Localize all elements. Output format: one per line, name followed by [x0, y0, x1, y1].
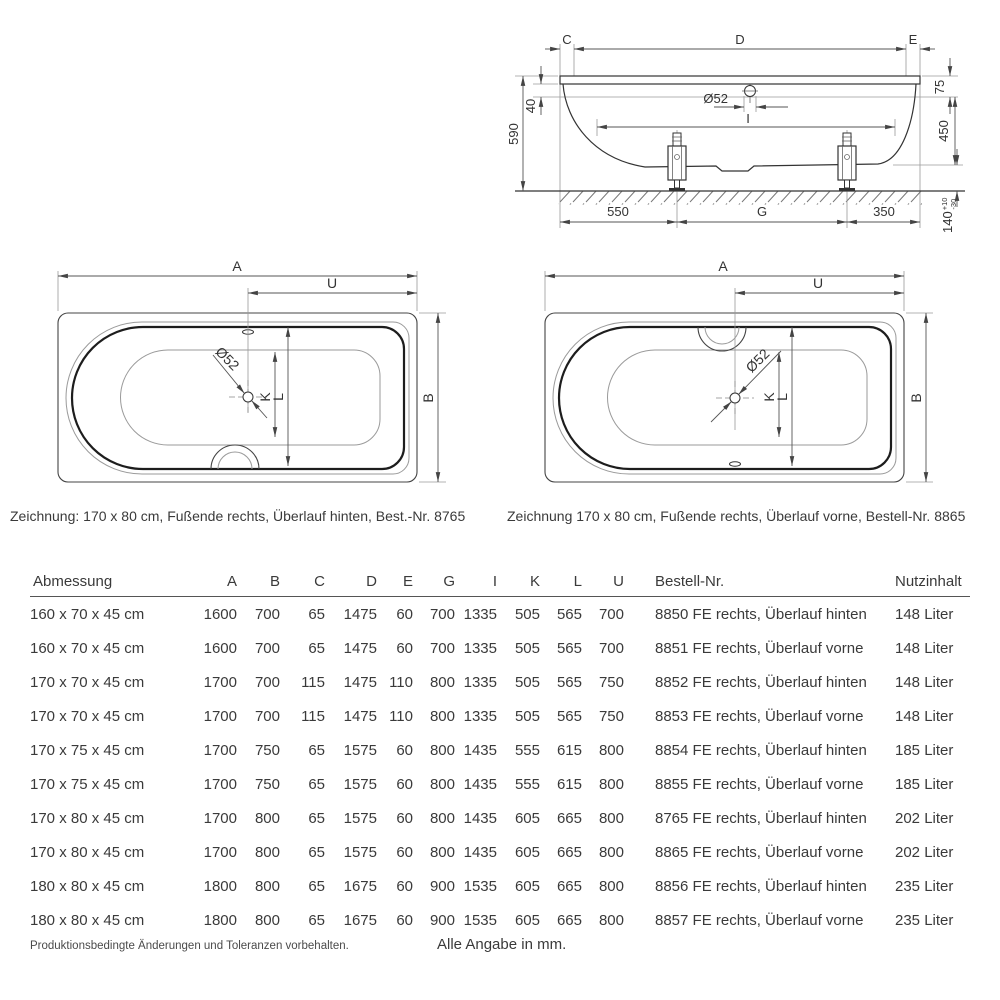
table-cell: 60 [396, 741, 413, 759]
table-cell: 65 [308, 775, 325, 793]
table-row [30, 767, 970, 801]
table-cell: 235 Liter [895, 911, 954, 929]
table-cell: 1575 [343, 775, 377, 793]
dim-label-b-left: B [420, 393, 436, 403]
table-cell: 115 [301, 707, 325, 725]
tub-rim-bar [560, 76, 920, 84]
dim-label-d: D [735, 32, 745, 47]
dim-label-overflow-dia-side: Ø52 [703, 91, 728, 106]
table-cell: 8850 FE rechts, Überlauf hinten [655, 605, 867, 623]
table-cell: 1675 [343, 911, 377, 929]
table-cell: 1435 [463, 775, 497, 793]
dim-label-550: 550 [607, 204, 629, 219]
table-cell: 1535 [463, 911, 497, 929]
table-cell: 700 [254, 673, 280, 691]
table-cell: 800 [598, 775, 624, 793]
table-cell: 1700 [203, 673, 237, 691]
table-cell: 700 [254, 605, 280, 623]
dim-label-u-left: U [326, 275, 338, 291]
column-header: D [325, 566, 377, 597]
plan-right-fittings [716, 288, 754, 466]
table-cell: 148 Liter [895, 605, 954, 623]
dim-label-i: I [746, 111, 750, 126]
table-cell: 800 [254, 809, 280, 827]
dim-label-k-right: K [761, 392, 777, 402]
column-header: C [280, 566, 325, 597]
table-cell: 65 [308, 741, 325, 759]
table-cell: 505 [514, 673, 540, 691]
table-cell: 60 [396, 877, 413, 895]
table-cell: 160 x 70 x 45 cm [30, 639, 145, 657]
table-cell: 1700 [203, 775, 237, 793]
table-cell: 505 [514, 639, 540, 657]
table-cell: 60 [396, 775, 413, 793]
table-cell: 170 x 75 x 45 cm [30, 775, 145, 793]
table-cell: 800 [429, 707, 455, 725]
table-cell: 700 [429, 639, 455, 657]
table-row [30, 665, 970, 699]
table-cell: 605 [514, 809, 540, 827]
table-cell: 65 [308, 809, 325, 827]
table-cell: 170 x 80 x 45 cm [30, 843, 145, 861]
dim-label-350: 350 [873, 204, 895, 219]
table-cell: 110 [389, 707, 413, 725]
column-header: K [497, 566, 540, 597]
foot-right [838, 130, 856, 228]
table-cell: 505 [514, 605, 540, 623]
table-cell: 750 [254, 775, 280, 793]
table-cell: 700 [598, 605, 624, 623]
table-cell: 115 [301, 673, 325, 691]
table-cell: 1475 [343, 605, 377, 623]
table-cell: 8765 FE rechts, Überlauf hinten [655, 809, 867, 827]
table-row [30, 903, 970, 937]
table-cell: 60 [396, 911, 413, 929]
table-cell: 1700 [203, 843, 237, 861]
table-cell: 615 [556, 741, 582, 759]
table-row [30, 699, 970, 733]
table-cell: 1475 [343, 673, 377, 691]
table-cell: 1335 [463, 707, 497, 725]
table-cell: 8857 FE rechts, Überlauf vorne [655, 911, 864, 929]
table-cell: 65 [308, 605, 325, 623]
column-header: U [582, 566, 624, 597]
table-cell: 8856 FE rechts, Überlauf hinten [655, 877, 867, 895]
table-cell: 170 x 70 x 45 cm [30, 707, 145, 725]
dim-label-drain-dia-left: Ø52 [212, 343, 243, 374]
table-cell: 110 [389, 673, 413, 691]
table-cell: 750 [598, 673, 624, 691]
table-cell: 202 Liter [895, 843, 954, 861]
dim-label-75: 75 [932, 79, 947, 95]
dim-label-40: 40 [523, 98, 538, 114]
dim-label-c: C [562, 32, 572, 47]
table-cell: 565 [556, 673, 582, 691]
table-cell: 202 Liter [895, 809, 954, 827]
column-header: Nutzinhalt [885, 566, 970, 597]
table-cell: 65 [308, 877, 325, 895]
dim-label-590: 590 [506, 123, 521, 145]
table-cell: 750 [254, 741, 280, 759]
table-cell: 665 [556, 911, 582, 929]
column-header: E [377, 566, 413, 597]
table-cell: 800 [429, 775, 455, 793]
table-cell: 665 [556, 843, 582, 861]
dim-label-a-right: A [718, 258, 728, 274]
table-cell: 1700 [203, 707, 237, 725]
table-cell: 1335 [463, 639, 497, 657]
units-note: Alle Angabe in mm. [437, 936, 567, 953]
column-header: Bestell-Nr. [624, 566, 885, 597]
table-cell: 505 [514, 707, 540, 725]
table-cell: 565 [556, 639, 582, 657]
bathtub-side-profile [560, 76, 920, 171]
table-cell: 180 x 80 x 45 cm [30, 877, 145, 895]
table-cell: 170 x 70 x 45 cm [30, 673, 145, 691]
overflow-hole [730, 462, 741, 466]
table-row [30, 597, 970, 632]
column-header: Abmessung [30, 566, 190, 597]
dim-label-l-left: L [270, 393, 286, 401]
table-cell: 185 Liter [895, 741, 954, 759]
table-row [30, 733, 970, 767]
plan-right-dimensions [545, 271, 933, 482]
table-cell: 800 [429, 809, 455, 827]
dim-label-b-right: B [908, 393, 924, 403]
column-header: A [190, 566, 237, 597]
table-cell: 180 x 80 x 45 cm [30, 911, 145, 929]
table-cell: 555 [514, 741, 540, 759]
table-cell: 8851 FE rechts, Überlauf vorne [655, 639, 864, 657]
table-cell: 8852 FE rechts, Überlauf hinten [655, 673, 867, 691]
table-cell: 800 [429, 741, 455, 759]
table-cell: 700 [254, 639, 280, 657]
dim-label-drain-dia-right: Ø52 [742, 345, 773, 376]
table-cell: 1535 [463, 877, 497, 895]
table-cell: 700 [429, 605, 455, 623]
table-cell: 565 [556, 605, 582, 623]
table-cell: 148 Liter [895, 673, 954, 691]
column-header: B [237, 566, 280, 597]
dim-label-k-left: K [257, 392, 273, 402]
table-cell: 565 [556, 707, 582, 725]
table-cell: 160 x 70 x 45 cm [30, 605, 145, 623]
plan-right-contours [545, 313, 904, 482]
table-row [30, 835, 970, 869]
table-cell: 900 [429, 877, 455, 895]
table-cell: 1575 [343, 809, 377, 827]
table-cell: 1800 [203, 877, 237, 895]
caption-drawing-right: Zeichnung 170 x 80 cm, Fußende rechts, Überlauf vorne, Bestell-Nr. 8865 [507, 508, 966, 524]
table-cell: 665 [556, 809, 582, 827]
table-cell: 1600 [203, 639, 237, 657]
table-cell: 60 [396, 809, 413, 827]
dim-label-l-right: L [774, 393, 790, 401]
table-cell: 1575 [343, 741, 377, 759]
dim-label-450: 450 [936, 120, 951, 142]
dim-label-140-tolerance: $140^{+10}-30$ [940, 197, 958, 233]
column-header: L [540, 566, 582, 597]
table-cell: 148 Liter [895, 707, 954, 725]
dimension-table [30, 566, 970, 937]
table-cell: 800 [598, 809, 624, 827]
table-cell: 605 [514, 843, 540, 861]
table-cell: 170 x 80 x 45 cm [30, 809, 145, 827]
table-cell: 1435 [463, 843, 497, 861]
spec-table-body [30, 597, 970, 938]
table-cell: 1800 [203, 911, 237, 929]
table-cell: 1700 [203, 809, 237, 827]
foot-left [668, 130, 686, 228]
dim-label-u-right: U [812, 275, 824, 291]
table-cell: 60 [396, 843, 413, 861]
table-cell: 8854 FE rechts, Überlauf hinten [655, 741, 867, 759]
table-row [30, 869, 970, 903]
table-row [30, 631, 970, 665]
table-cell: 1475 [343, 639, 377, 657]
ground-hatch [515, 191, 965, 205]
table-header-row [30, 566, 970, 597]
table-cell: 1700 [203, 741, 237, 759]
table-cell: 1435 [463, 741, 497, 759]
plan-view-left [58, 258, 446, 482]
table-cell: 800 [429, 673, 455, 691]
table-cell: 65 [308, 911, 325, 929]
table-cell: 750 [598, 707, 624, 725]
plan-left-contours [58, 313, 417, 482]
table-cell: 1575 [343, 843, 377, 861]
table-cell: 555 [514, 775, 540, 793]
table-cell: 1600 [203, 605, 237, 623]
table-cell: 800 [598, 911, 624, 929]
table-cell: 800 [429, 843, 455, 861]
table-cell: 235 Liter [895, 877, 954, 895]
dim-label-e: E [908, 32, 918, 47]
table-row [30, 801, 970, 835]
table-cell: 800 [598, 741, 624, 759]
table-cell: 1335 [463, 673, 497, 691]
plan-left-dimensions [58, 271, 446, 482]
table-cell: 1435 [463, 809, 497, 827]
side-view-drawing [506, 32, 965, 233]
table-cell: 8865 FE rechts, Überlauf vorne [655, 843, 864, 861]
table-cell: 8853 FE rechts, Überlauf vorne [655, 707, 864, 725]
table-cell: 8855 FE rechts, Überlauf vorne [655, 775, 864, 793]
table-cell: 900 [429, 911, 455, 929]
table-cell: 185 Liter [895, 775, 954, 793]
table-cell: 615 [556, 775, 582, 793]
table-cell: 65 [308, 639, 325, 657]
table-cell: 170 x 75 x 45 cm [30, 741, 145, 759]
table-cell: 700 [598, 639, 624, 657]
table-cell: 800 [254, 877, 280, 895]
table-cell: 1475 [343, 707, 377, 725]
production-note: Produktionsbedingte Änderungen und Toleranzen vorbehalten. [30, 940, 349, 952]
table-cell: 800 [598, 843, 624, 861]
table-cell: 605 [514, 911, 540, 929]
column-header: G [413, 566, 455, 597]
table-cell: 700 [254, 707, 280, 725]
table-cell: 1335 [463, 605, 497, 623]
plan-view-right [545, 258, 933, 482]
table-cell: 1675 [343, 877, 377, 895]
table-cell: 605 [514, 877, 540, 895]
table-cell: 665 [556, 877, 582, 895]
dim-label-a-left: A [232, 258, 242, 274]
column-header: I [455, 566, 497, 597]
dim-label-g: G [756, 204, 768, 219]
table-cell: 800 [598, 877, 624, 895]
table-cell: 148 Liter [895, 639, 954, 657]
table-cell: 800 [254, 843, 280, 861]
caption-drawing-left: Zeichnung: 170 x 80 cm, Fußende rechts, Überlauf hinten, Best.-Nr. 8765 [10, 508, 466, 524]
table-cell: 60 [396, 639, 413, 657]
table-cell: 60 [396, 605, 413, 623]
table-cell: 65 [308, 843, 325, 861]
table-cell: 800 [254, 911, 280, 929]
